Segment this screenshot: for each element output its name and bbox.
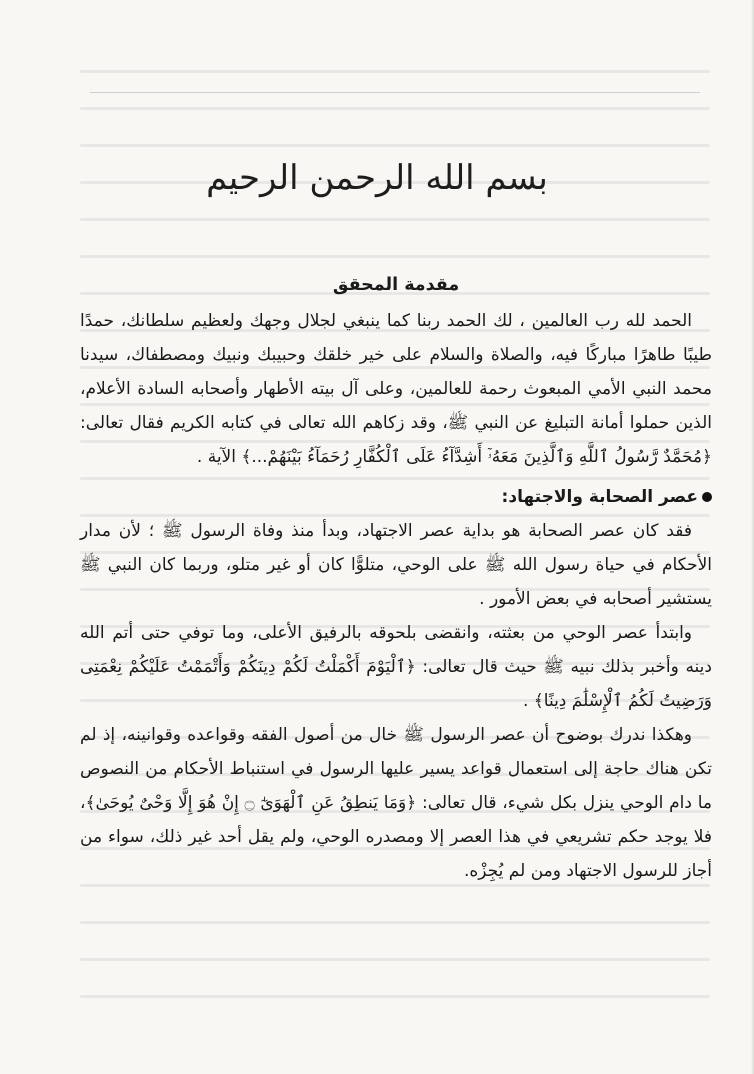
paragraph-usul-absence: وهكذا ندرك بوضوح أن عصر الرسول ﷺ خال من أصول الفقه وقواعده وقوانينه، إذ لم تكن هناك حاجة إلى استعمال قواعد يسير عليها الرسول في استنباط الأحكام من النصوص ما دام الوحي ينزل بكل شيء، قال تعالى: ﴿وَمَا يَنطِقُ عَنِ ٱلْهَوَىٰٓ ۝ إِنْ هُوَ إِلَّا وَحْىٌ يُوحَىٰ﴾، فلا يوجد حكم تشريعي في هذا العصر إلا ومصدره الوحي، ولم يقل أحد غير ذلك، سواء من أجاز للرسول الاجتهاد ومن لم يُجِزْه. xyxy=(80,725,713,881)
bullet-icon xyxy=(702,492,712,502)
section-heading xyxy=(80,480,712,514)
basmala-calligraphy: بسم الله الرحمن الرحيم xyxy=(206,158,548,198)
section-heading-text: عصر الصحابة والاجتهاد: xyxy=(501,487,698,507)
paragraph-revelation-era: وابتدأ عصر الوحي من بعثته، وانقضى بلحوقه بالرفيق الأعلى، وما توفي حتى أتم الله دينه وأخبر بذلك نبيه ﷺ حيث قال تعالى: ﴿ٱلْيَوْمَ أَكْمَلْتُ لَكُمْ دِينَكُمْ وَأَتْمَمْتُ عَلَيْكُمْ نِعْمَتِى وَرَضِيتُ لَكُمُ ٱلْإِسْلَٰمَ دِينًا﴾ . xyxy=(80,623,712,711)
paragraph-introduction: الحمد لله رب العالمين ، لك الحمد ربنا كما ينبغي لجلال وجهك ولعظيم سلطانك، حمدًا طيبًا طاهرًا مباركًا فيه، والصلاة والسلام على خير خلقك وحبيبك ونبيك ومصطفاك، سيدنا محمد النبي الأمي المبعوث رحمة للعالمين، وعلى آل بيته الأطهار وأصحابه السادة الأعلام، الذين حملوا أمانة التبليغ عن النبي ﷺ، وقد زكاهم الله تعالى في كتابه الكريم فقال تعالى: ﴿مُحَمَّدٌ رَّسُولُ ٱللَّهِ وَٱلَّذِينَ مَعَهُۥٓ أَشِدَّآءُ عَلَى ٱلْكُفَّارِ رُحَمَآءُ بَيْنَهُمْ...﴾ الآية . xyxy=(80,311,712,467)
page-heading: مقدمة المحقق xyxy=(332,275,460,295)
paragraph-companions-era: فقد كان عصر الصحابة هو بداية عصر الاجتهاد، وبدأ منذ وفاة الرسول ﷺ ؛ لأن مدار الأحكام في حياة رسول الله ﷺ على الوحي، متلوًّا كان أو غير متلو، وربما كان النبي ﷺ يستشير أصحابه في بعض الأمور . xyxy=(80,521,712,609)
page-body xyxy=(80,268,712,888)
